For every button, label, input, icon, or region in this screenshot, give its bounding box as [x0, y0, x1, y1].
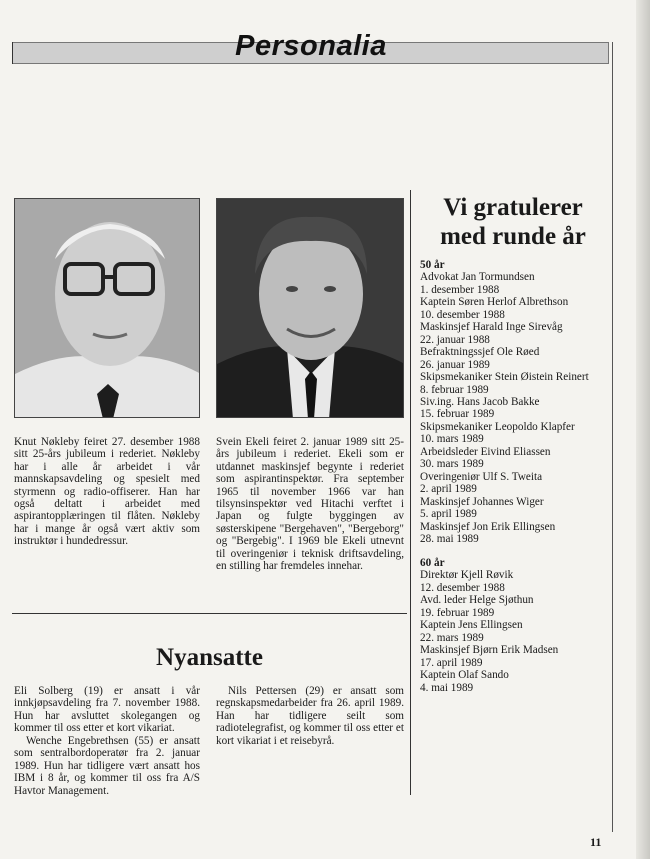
gratulerer-title-line2: med runde år: [440, 223, 586, 250]
nyansatte-heading: Nyansatte: [156, 644, 263, 671]
page-edge-shadow: [636, 0, 650, 859]
list-item: Maskinsjef Johannes Wiger: [420, 495, 544, 508]
nyansatte-column-2: [216, 685, 404, 747]
portrait-photo-middle: [216, 198, 404, 418]
section-divider: [12, 613, 407, 614]
list-item: Siv.ing. Hans Jacob Bakke: [420, 395, 540, 408]
list-item: Skipsmekaniker Leopoldo Klapfer: [420, 420, 575, 433]
birthday-list-50: [420, 259, 620, 545]
list-item: 26. januar 1989: [420, 358, 490, 371]
list-item: 22. januar 1988: [420, 333, 490, 346]
caption-knut-nokleby: [14, 436, 200, 548]
portrait-middle-illustration: [217, 199, 404, 418]
list-item: 1. desember 1988: [420, 283, 500, 296]
list-item: 17. april 1989: [420, 656, 483, 669]
list-item: Kaptein Søren Herlof Albrethson: [420, 296, 569, 309]
list-item: 2. april 1989: [420, 483, 477, 496]
list-item: 10. mars 1989: [420, 433, 484, 446]
list-item: Kaptein Jens Ellingsen: [420, 619, 523, 632]
list-item: 30. mars 1989: [420, 458, 484, 471]
list-item: 8. februar 1989: [420, 383, 489, 396]
column-rule-left: [12, 42, 13, 64]
list-item: Maskinsjef Bjørn Erik Madsen: [420, 644, 559, 657]
page-number: 11: [590, 835, 602, 849]
column-rule-right: [410, 190, 411, 795]
list-item: 4. mai 1989: [420, 681, 474, 694]
list-item: Skipsmekaniker Stein Øistein Reinert: [420, 371, 589, 384]
gratulerer-heading: [413, 193, 613, 251]
list-item: Maskinsjef Jon Erik Ellingsen: [420, 520, 556, 533]
list-item: Kaptein Olaf Sando: [420, 669, 509, 682]
list-item: 15. februar 1989: [420, 408, 495, 421]
caption-svein-ekeli: [216, 436, 404, 572]
list-item: 12. desember 1988: [420, 581, 505, 594]
list-item: Arbeidsleder Eivind Eliassen: [420, 445, 551, 458]
caption-middle-text: Svein Ekeli feiret 2. januar 1989 sitt 25-års jubileum i rederiet. Ekeli som er utdannet maskinsjef begynte i rederiet som aspirantinspektør. Fra september 1965 til november 1966 var han tilsynsinspektør ved Hitachi verftet i Japan og fulgte byggingen av søsterskipene "Bergehaven", "Bergeborg" og "Bergebig". I 1969 ble Ekeli utnevnt til overingeniør i teknisk driftsavdeling, en stilling har fremdeles innehar.: [216, 436, 404, 573]
list-item: Avd. leder Helge Sjøthun: [420, 594, 534, 607]
list-item: Overingeniør Ulf S. Tweita: [420, 470, 543, 483]
nyansatte-paragraph: Nils Pettersen (29) er ansatt som regnskapsmedarbeider fra 26. april 1989. Han har tidligere seilt som radiotelegrafist, og kommer til oss etter et kort vikariat i et reisebyrå.: [216, 685, 404, 747]
nyansatte-paragraph: Eli Solberg (19) er ansatt i vår innkjøpsavdeling fra 7. november 1988. Hun har avsluttet skolegangen og kommer til oss etter et kort vikariat.: [14, 685, 200, 735]
caption-left-text: Knut Nøkleby feiret 27. desember 1988 sitt 25-års jubileum i rederiet. Nøkleby har i alle år arbeidet i vår mannskapsavdeling og spesielt med styrmenn og radio-offiserer. Han har også deltatt i arbeidet med aspirantopplæringen til flåten. Nøkleby har i mange år også vært aktiv som instruktør i hundedressur.: [14, 436, 200, 548]
portrait-photo-left: [14, 198, 200, 418]
nyansatte-column-1: [14, 685, 200, 797]
list-item: 28. mai 1989: [420, 532, 479, 545]
list-item: 10. desember 1988: [420, 308, 505, 321]
birthday-list-60: [420, 557, 620, 694]
list-item: Maskinsjef Harald Inge Sirevåg: [420, 321, 563, 334]
list-item: 22. mars 1989: [420, 631, 484, 644]
list-item: Direktør Kjell Røvik: [420, 569, 514, 582]
group-heading-60: 60 år: [420, 557, 445, 569]
list-item: Advokat Jan Tormundsen: [420, 271, 535, 284]
list-item: 5. april 1989: [420, 508, 477, 521]
list-item: 19. februar 1989: [420, 606, 495, 619]
gratulerer-title-line1: Vi gratulerer: [443, 194, 583, 221]
page-title: Personalia: [235, 30, 387, 62]
group-heading-50: 50 år: [420, 259, 445, 271]
nyansatte-paragraph: Wenche Engebrethsen (55) er ansatt som sentralbordoperatør fra 2. januar 1989. Hun har tidligere vært ansatt hos IBM i 8 år, og kommer til oss fra A/S Havtor Management.: [14, 734, 200, 797]
portrait-left-illustration: [15, 199, 200, 418]
list-item: Befraktningssjef Ole Røed: [420, 346, 540, 359]
